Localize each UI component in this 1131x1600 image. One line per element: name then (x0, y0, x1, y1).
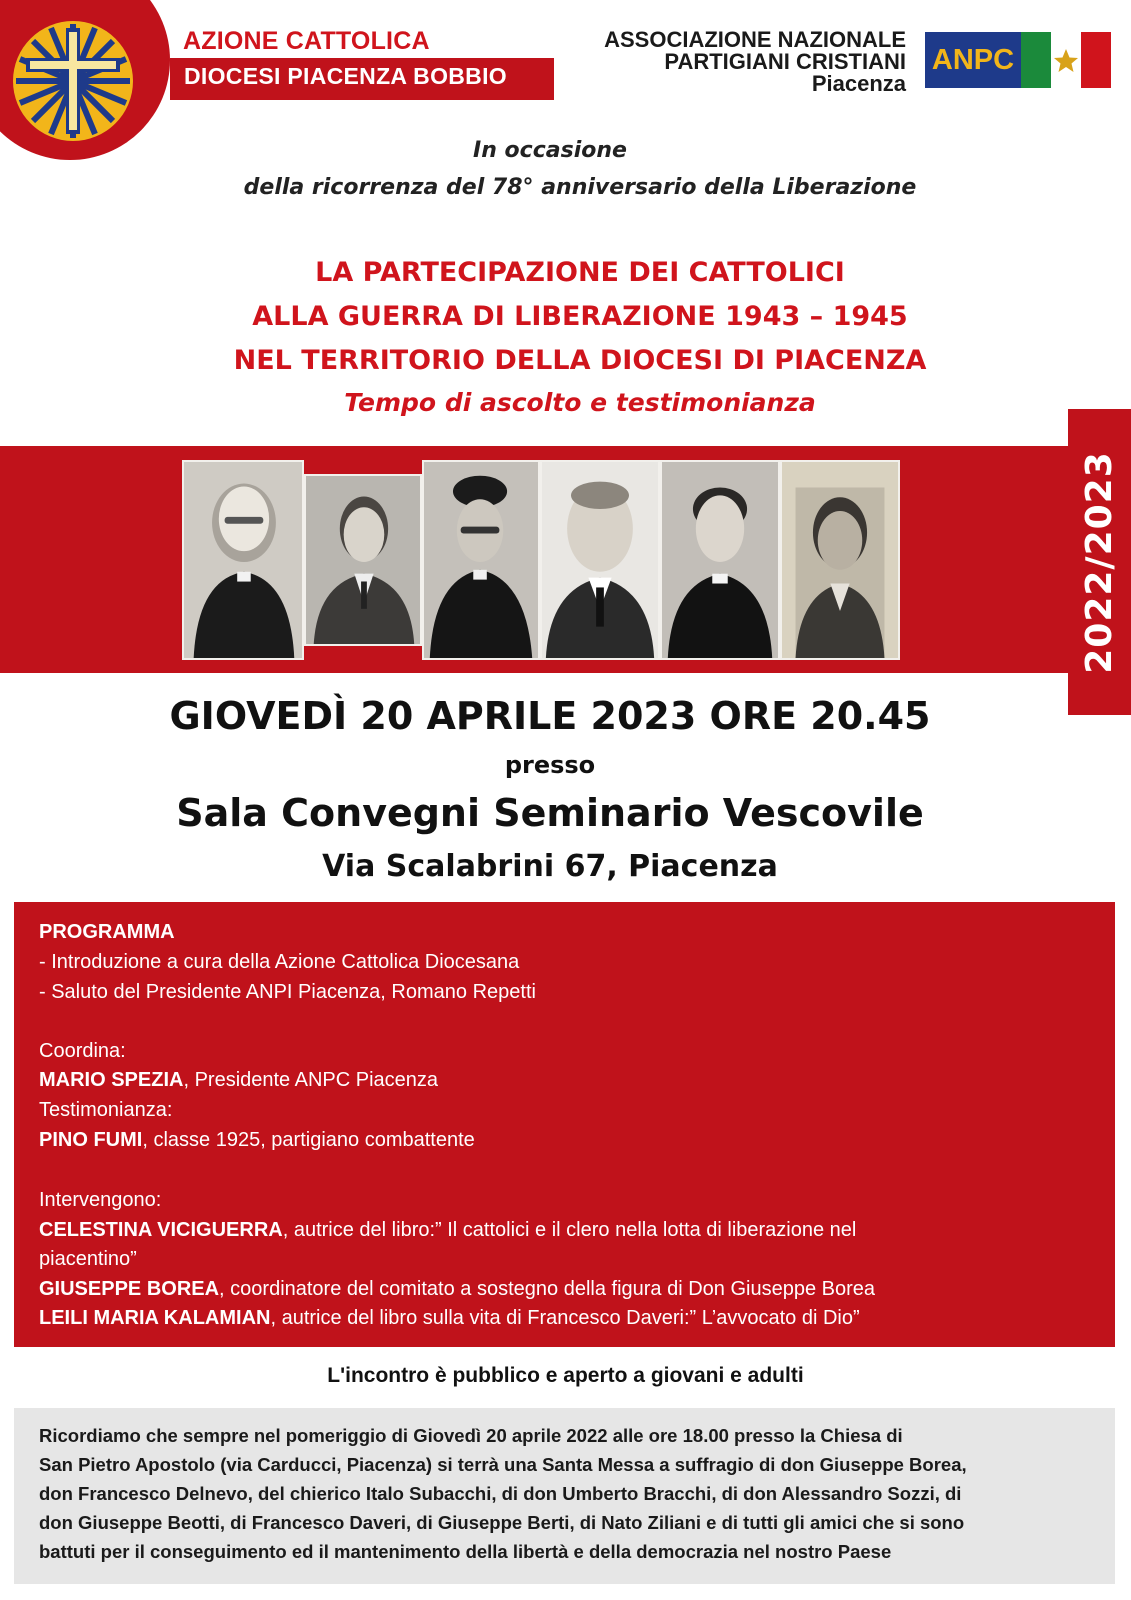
event-title-line-1: LA PARTECIPAZIONE DEI CATTOLICI (315, 257, 845, 288)
reminder-line-4: don Giuseppe Beotti, di Francesco Daveri, di Giuseppe Berti, di Nato Ziliani e di tutti gli amici che si sono (39, 1512, 965, 1533)
anpc-association-name (604, 29, 906, 95)
coordina-line (39, 1068, 438, 1092)
anpc-line-3: Piacenza (811, 71, 906, 96)
program-item-2: - Saluto del Presidente ANPI Piacenza, Romano Repetti (39, 981, 536, 1003)
anpc-line-2: PARTIGIANI CRISTIANI (664, 49, 906, 74)
anpc-flag-logo-icon (925, 32, 1111, 88)
event-venue: Sala Convegni Seminario Vescovile (176, 791, 924, 835)
reminder-line-1: Ricordiamo che sempre nel pomeriggio di Giovedì 20 aprile 2022 alle ore 18.00 presso la Chiesa di (39, 1425, 903, 1446)
diocese-name: DIOCESI PIACENZA BOBBIO (184, 63, 507, 89)
coordina-label: Coordina: (39, 1040, 126, 1062)
azione-cattolica-logo-icon (8, 16, 138, 146)
portrait-photo-3 (422, 460, 540, 660)
speaker-3-role: , autrice del libro sulla vita di Francesco Daveri:” L’avvocato di Dio” (270, 1307, 860, 1329)
testimone-name: PINO FUMI (39, 1129, 143, 1151)
portrait-photo-6 (780, 460, 900, 660)
reminder-line-5: battuti per il conseguimento ed il mantenimento della libertà e della democrazia nel nostro Paese (39, 1541, 892, 1562)
program-heading: PROGRAMMA (39, 921, 175, 943)
reminder-line-3: don Francesco Delnevo, del chierico Italo Subacchi, di don Umberto Bracchi, di don Alessandro Sozzi, di (39, 1483, 962, 1504)
event-subtitle: Tempo di ascolto e testimonianza (344, 388, 816, 417)
testimonianza-label: Testimonianza: (39, 1099, 173, 1121)
speaker-1-name: CELESTINA VICIGUERRA (39, 1219, 283, 1241)
speaker-1-role-cont: piacentino” (39, 1248, 137, 1270)
intro-line-1: In occasione (473, 138, 627, 163)
portrait-photo-1 (182, 460, 304, 660)
speaker-1-role: , autrice del libro:” Il cattolici e il clero nella lotta di liberazione nel (282, 1219, 857, 1241)
coordina-name: MARIO SPEZIA (39, 1069, 184, 1091)
event-presso: presso (504, 751, 596, 779)
speaker-2-line (39, 1277, 875, 1301)
intro-line-2: della ricorrenza del 78° anniversario della Liberazione (243, 175, 917, 200)
anpc-line-1: ASSOCIAZIONE NAZIONALE (604, 27, 906, 52)
speaker-2-name: GIUSEPPE BOREA (39, 1278, 220, 1300)
anpc-logo-text: ANPC (931, 44, 1015, 76)
testimone-line (39, 1128, 475, 1152)
speaker-3-line (39, 1306, 860, 1330)
coordina-role: , Presidente ANPC Piacenza (183, 1069, 439, 1091)
event-address: Via Scalabrini 67, Piacenza (322, 849, 778, 884)
event-title-line-3: NEL TERRITORIO DELLA DIOCESI DI PIACENZA (233, 345, 927, 376)
speaker-1-line (39, 1218, 856, 1242)
portrait-photo-2 (304, 474, 422, 646)
public-note: L'incontro è pubblico e aperto a giovani e adulti (327, 1364, 804, 1387)
year-tab-label (1068, 409, 1131, 715)
event-title-line-2: ALLA GUERRA DI LIBERAZIONE 1943 – 1945 (252, 301, 908, 332)
testimone-role: , classe 1925, partigiano combattente (142, 1129, 475, 1151)
portrait-photo-4 (540, 460, 660, 660)
speaker-3-name: LEILI MARIA KALAMIAN (39, 1307, 271, 1329)
intervengono-label: Intervengono: (39, 1189, 162, 1211)
reminder-line-2: San Pietro Apostolo (via Carducci, Piacenza) si terrà una Santa Messa a suffragio di don Giuseppe Borea, (39, 1454, 967, 1475)
azione-cattolica-name: AZIONE CATTOLICA (183, 27, 430, 55)
year-text: 2022/2023 (1079, 450, 1121, 674)
speaker-2-role: , coordinatore del comitato a sostegno della figura di Don Giuseppe Borea (219, 1278, 876, 1300)
event-date: GIOVEDÌ 20 APRILE 2023 ORE 20.45 (169, 694, 931, 738)
portrait-photo-5 (660, 460, 780, 660)
program-item-1: - Introduzione a cura della Azione Cattolica Diocesana (39, 951, 520, 973)
